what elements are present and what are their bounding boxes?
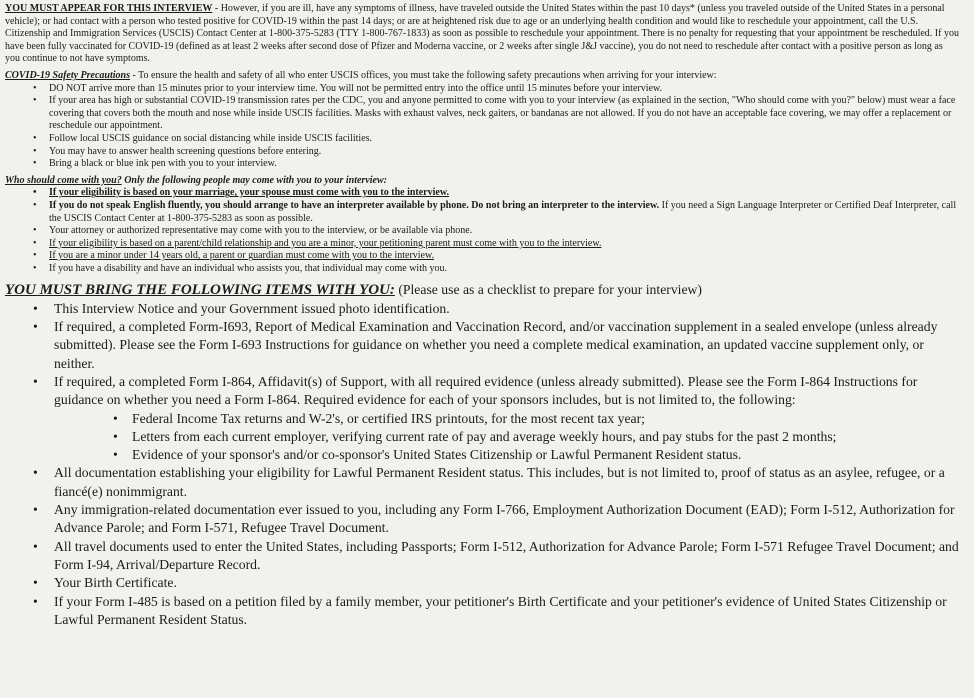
who-list [5,187,960,275]
covid-intro-paragraph [5,70,960,83]
bring-item-eligibility: • All documentation establishing your eligibility for Lawful Permanent Resident status. This includes, but is not limited to, proof of status as an asylee, refugee, or a fiancé(e) nonimmigrant. [5,464,960,501]
who-item-spouse: • If your eligibility is based on your marriage, your spouse must come with you to the interview. [5,187,960,200]
who-item-interpreter-bold: If you do not speak English fluently, you should arrange to have an interpreter available by phone. Do not bring an interpreter to the interview. [49,199,660,211]
covid-section [5,70,960,171]
bring-subitem: • Federal Income Tax returns and W-2's, or certified IRS printouts, for the most recent tax year; [54,410,960,428]
bring-item-i693: • If required, a completed Form-I693, Report of Medical Examination and Vaccination Record, and/or vaccination supplement in a sealed envelope (unless already submitted). Please see the Form I-693 Instructions for guidance on whether you need a complete medical examination, an updated vaccine supplement only, or neither. [5,318,960,373]
bring-item-immigration-docs: • Any immigration-related documentation ever issued to you, including any Form I-766, Employment Authorization Document (EAD); Form I-512, Authorization for Advance Parole; and Form I-571, Refugee Travel Document. [5,501,960,538]
who-section [5,175,960,276]
who-intro-paragraph [5,175,960,188]
who-item-interpreter-rest: If you need a Sign Language Interpreter or Certified Deaf Interpreter, call the USCIS Contact Center at 1-800-375-5283 as soon as possible. [49,199,957,224]
covid-list [5,83,960,171]
covid-item: • DO NOT arrive more than 15 minutes prior to your interview time. You will not be permitted entry into the office until 15 minutes before your interview. [5,83,960,96]
bring-item-i864-text: If required, a completed Form I-864, Affidavit(s) of Support, with all required evidence (unless already submitted). Please see the Form I-864 Instructions for guidance on whether you need a Form I-864. Required evidence for each of your sponsors includes, but is not limited to, the following: [54,373,918,408]
covid-intro: - To ensure the health and safety of all who enter USCIS offices, you must take the following safety precautions when arriving for your interview: [130,69,717,81]
who-item-attorney: • Your attorney or authorized representative may come with you to the interview, or be available via phone. [5,225,960,238]
bring-item-notice: • This Interview Notice and your Government issued photo identification. [5,300,960,318]
interview-heading: YOU MUST APPEAR FOR THIS INTERVIEW [5,3,213,14]
bring-intro-paragraph [5,281,960,299]
interview-text: - However, if you are ill, have any symptoms of illness, have traveled outside the United States within the past 10 days* (unless you traveled outside of the United States in a personal vehicle); or had contact with a person who tested positive for COVID-19 within the past 14 days; or are at heightened risk due to age or an underlying health condition and would like to reschedule your appointment, call the U.S. Citizenship and Immigration Services (USCIS) Contact Center at 1-800-375-5283 (TTY 1-800-767-1833) as soon as possible to reschedule your appointment. There is no penalty for requesting that your appointment be rescheduled. If you have been fully vaccinated for COVID-19 (defined as at least 2 weeks after second dose of Pfizer and Moderna vaccine, or 2 weeks after single J&J vaccine), you do not need to reschedule after contact with a positive person as long as you continue to not have symptoms. [5,3,959,65]
who-heading: Who should come with you? [5,174,122,186]
bring-subitem: • Evidence of your sponsor's and/or co-sponsor's United States Citizenship or Lawful Permanent Resident status. [54,446,960,464]
bring-subheading: (Please use as a checklist to prepare for your interview) [394,282,702,298]
bring-subitem: • Letters from each current employer, verifying current rate of pay and average weekly hours, and pay stubs for the past 2 months; [54,428,960,446]
covid-item: • Follow local USCIS guidance on social distancing while inside USCIS facilities. [5,133,960,146]
covid-item: • If your area has high or substantial COVID-19 transmission rates per the CDC, you and anyone permitted to come with you to your interview (as explained in the section, "Who should come with you?" below) must wear a face covering that covers both the mouth and nose while inside USCIS facilities. Masks with exhaust valves, neck gaiters, or bandanas are not allowed. If you do not have an acceptable face covering, we may offer a replacement or reschedule our appointment. [5,95,960,133]
covid-item: • You may have to answer health screening questions before entering. [5,146,960,159]
who-item-parent-child: • If your eligibility is based on a parent/child relationship and you are a minor, your petitioning parent must come with you to the interview. [5,238,960,251]
bring-item-petitioner: • If your Form I-485 is based on a petition filed by a family member, your petitioner's Birth Certificate and your petitioner's evidence of United States Citizenship or Lawful Permanent Resident Status. [5,593,960,630]
who-item-disability: • If you have a disability and have an individual who assists you, that individual may come with you. [5,263,960,276]
who-intro: Only the following people may come with you to your interview: [121,174,387,186]
bring-item-travel-docs: • All travel documents used to enter the United States, including Passports; Form I-512, Authorization for Advance Parole; Form I-571 Refugee Travel Document; and Form I-94, Arrival/Departure Record. [5,538,960,575]
who-item-minor: • If you are a minor under 14 years old, a parent or guardian must come with you to the interview. [5,250,960,263]
bring-section [5,281,960,629]
interview-paragraph [5,3,960,66]
covid-heading: COVID-19 Safety Precautions [5,69,130,81]
bring-sublist [54,410,960,465]
bring-item-i864 [5,373,960,464]
bring-list [5,300,960,629]
who-item-interpreter [5,200,960,225]
bring-item-birth-certificate: • Your Birth Certificate. [5,574,960,592]
covid-item: • Bring a black or blue ink pen with you to your interview. [5,158,960,171]
bring-heading: YOU MUST BRING THE FOLLOWING ITEMS WITH YOU: [5,282,395,299]
